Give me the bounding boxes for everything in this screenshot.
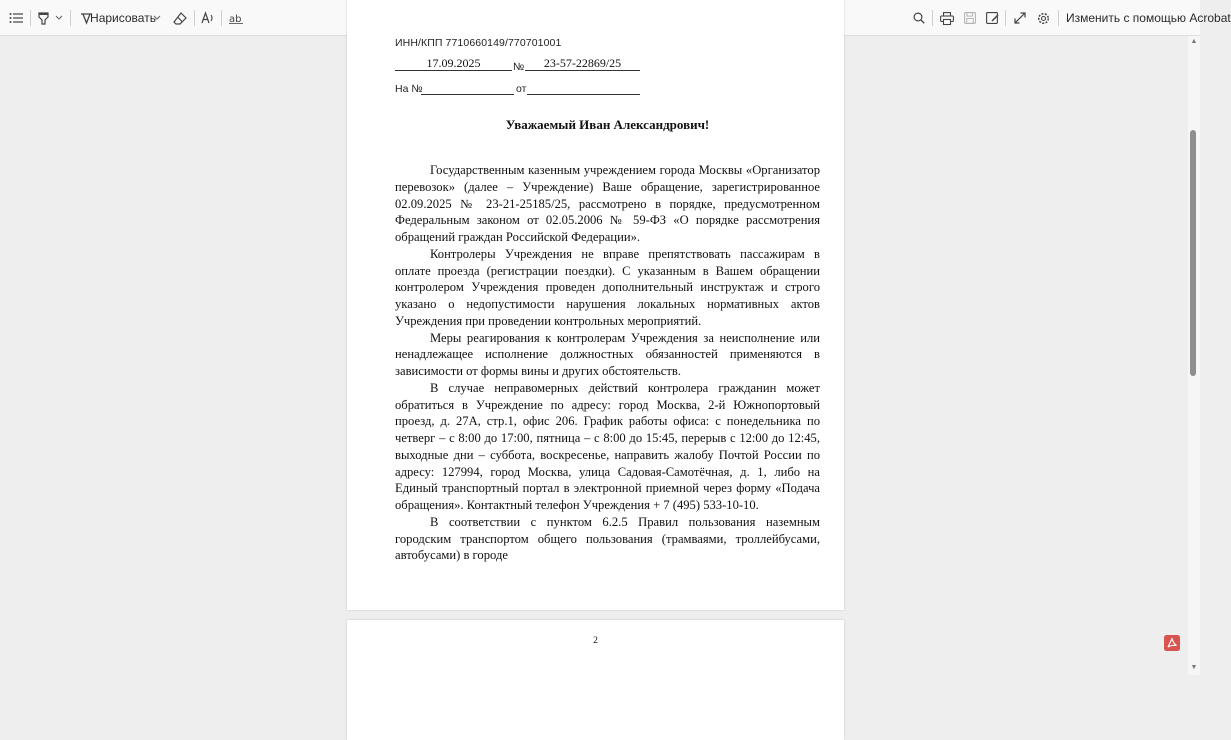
paragraph: Меры реагирования к контролерам Учреждения за неисполнение или ненадлежащее исполнение должностных обязанностей применяются в зависимости от формы вины и других обстоятельств. <box>395 330 820 378</box>
letter-number: 23-57-22869/25 <box>525 55 640 71</box>
highlighter-chevron-down-icon[interactable] <box>53 0 65 36</box>
letter-body <box>395 162 820 564</box>
expand-icon[interactable] <box>1011 0 1029 36</box>
pdf-page-2 <box>347 620 844 740</box>
reference-date-label: от <box>516 83 527 95</box>
save-as-icon[interactable] <box>983 0 1001 36</box>
gear-icon[interactable] <box>1034 0 1052 36</box>
contents-list-icon[interactable] <box>6 0 26 36</box>
paragraph: В случае неправомерных действий контролера гражданин может обратиться в Учреждение по адресу: город Москва, 2-й Южнопортовый проезд, д. 27А, стр.1, офис 206. График работы офиса: с понедельника по четверг – с 8:00 до 17:00, пятница – с 8:00 до 15:45, перерыв с 12:00 до 12:45, выходные дни – суббота, воскресенье, направить жалобу Почтой России по адресу: 127994, город Москва, улица Садовая-Самотёчная, д. 1, либо на Единый транспортный портал в электронной приемной через форму «Подача обращения». Контактный телефон Учреждения + 7 (495) 533-10-10. <box>395 380 820 512</box>
toolbar-separator <box>70 10 71 26</box>
eraser-icon[interactable] <box>171 0 189 36</box>
acrobat-pdf-icon[interactable] <box>1163 634 1181 652</box>
draw-button[interactable]: Нарисовать <box>90 11 156 25</box>
toolbar-separator <box>221 10 222 26</box>
toolbar-separator <box>932 10 933 26</box>
scroll-down-arrow-icon[interactable]: ▼ <box>1190 664 1198 671</box>
salutation: Уважаемый Иван Александрович! <box>505 117 710 132</box>
print-icon[interactable] <box>938 0 956 36</box>
paragraph: В соответствии с пунктом 6.2.5 Правил пользования наземным городским транспортом общего пользования (трамваями, троллейбусами, автобусами) в городе <box>395 514 820 563</box>
scroll-up-arrow-icon[interactable]: ▲ <box>1190 38 1198 45</box>
reference-number-label: На № <box>395 83 423 95</box>
toolbar-separator <box>194 10 195 26</box>
reference-number-line <box>421 87 514 95</box>
paragraph: Контролеры Учреждения не вправе препятствовать пассажирам в оплате проезда (регистрации поездки). С указанным в Вашем обращении контролером Учреждения проведен дополнительный инструктаж и строго указано о недопустимости нарушения локальных нормативных актов Учреждения при проведении контрольных мероприятий. <box>395 246 820 328</box>
toolbar-separator <box>1005 10 1006 26</box>
inn-kpp-line: ИНН/КПП 7710660149/770701001 <box>395 37 562 49</box>
translate-icon[interactable] <box>227 0 245 36</box>
paragraph: Государственным казенным учреждением города Москвы «Организатор перевозок» (далее – Учреждение) Ваше обращение, зарегистрированное 02.09.2025 № 23-21-25185/25, рассмотрено в порядке, предусмотренном Федеральным законом от 02.05.2006 № 59-ФЗ «О порядке рассмотрения обращений граждан Российской Федерации». <box>395 163 820 244</box>
document-viewer[interactable] <box>0 36 1188 675</box>
pdf-page-1 <box>347 0 844 610</box>
vertical-scrollbar[interactable] <box>1188 36 1200 675</box>
highlighter-icon[interactable] <box>34 0 52 36</box>
toolbar-separator <box>1058 10 1059 26</box>
edit-with-acrobat-button[interactable]: Изменить с помощью Acrobat <box>1066 11 1231 25</box>
svg-text:ab: ab <box>229 14 242 25</box>
toolbar-separator <box>30 10 31 26</box>
save-icon <box>961 0 979 36</box>
page-number: 2 <box>593 636 598 646</box>
read-aloud-icon[interactable] <box>199 0 217 36</box>
scrollbar-thumb[interactable] <box>1190 130 1196 376</box>
letter-date: 17.09.2025 <box>395 55 512 71</box>
search-icon[interactable] <box>910 0 928 36</box>
letter-number-label: № <box>513 61 525 73</box>
reference-date-line <box>527 87 640 95</box>
draw-chevron-down-icon[interactable] <box>151 0 163 36</box>
